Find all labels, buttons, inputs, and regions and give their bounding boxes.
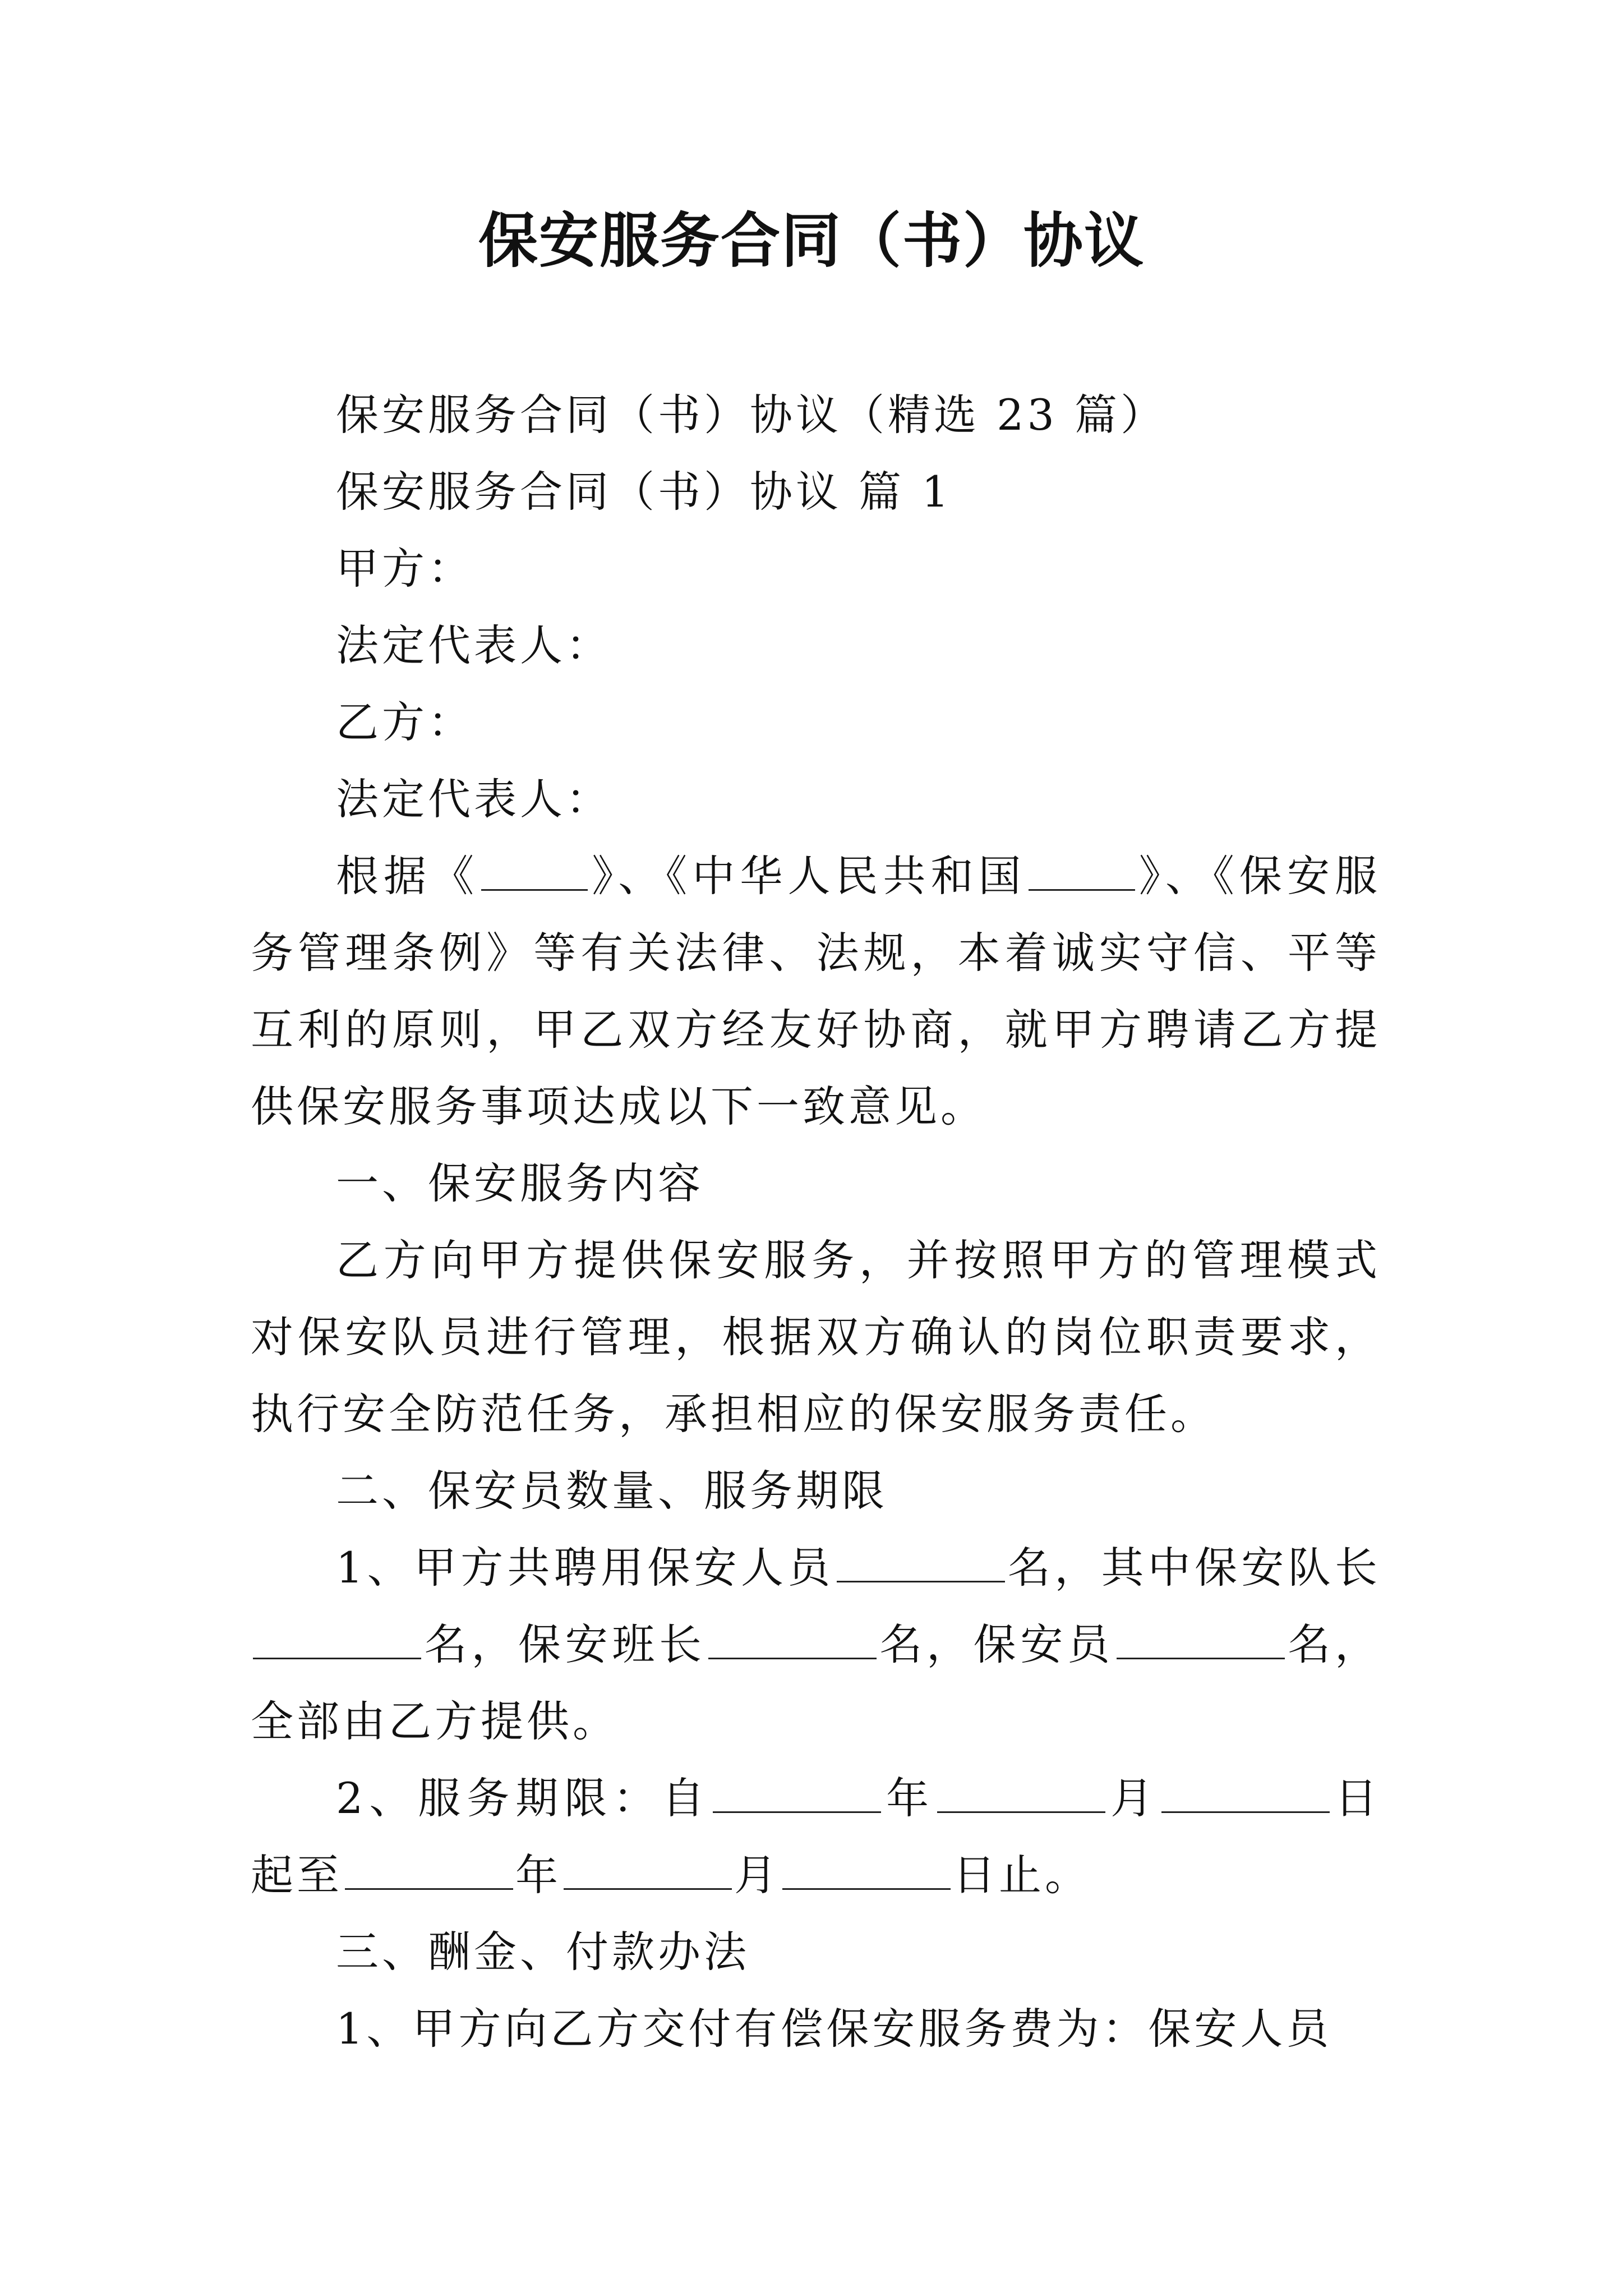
subtitle-part-1: 保安服务合同（书）协议 篇 1 bbox=[336, 467, 952, 517]
text-segment: 2、服务期限：自 bbox=[336, 1773, 711, 1823]
section-heading-2: 二、保安员数量、服务期限 bbox=[336, 1466, 888, 1516]
blank-field bbox=[937, 1777, 1105, 1813]
text-segment: 日起至 bbox=[251, 1773, 1381, 1900]
blank-field bbox=[345, 1853, 513, 1890]
text-segment: 年 bbox=[883, 1773, 935, 1823]
staff-count-paragraph bbox=[251, 1529, 1381, 1760]
text-segment: 名，保安员 bbox=[878, 1619, 1114, 1669]
blank-field bbox=[481, 854, 588, 891]
party-a-representative-line: 法定代表人： bbox=[336, 620, 612, 670]
text-segment: 年 bbox=[515, 1850, 561, 1900]
blank-field bbox=[1161, 1777, 1330, 1813]
fee-paragraph: 1、甲方向乙方交付有偿保安服务费为：保安人员 bbox=[336, 2004, 1332, 2054]
text-segment: 》、《保安服务管理条例》等有关法律、法规，本着诚实守信、平等互利的原则，甲乙双方经友好协商，就甲方聘请乙方提供保安服务事项达成以下一致意见。 bbox=[251, 851, 1381, 1131]
blank-field bbox=[782, 1853, 951, 1890]
party-b-representative-line: 法定代表人： bbox=[336, 774, 612, 824]
blank-field bbox=[1117, 1623, 1285, 1659]
party-a-line: 甲方： bbox=[336, 544, 474, 593]
blank-field bbox=[837, 1546, 1005, 1582]
text-segment: 1、甲方共聘用保安人员 bbox=[336, 1543, 834, 1593]
section-heading-1: 一、保安服务内容 bbox=[336, 1158, 704, 1208]
text-segment: 》、《中华人民共和国 bbox=[590, 851, 1026, 901]
service-period-paragraph bbox=[251, 1760, 1381, 1913]
text-segment: 名，全部由乙方提供。 bbox=[251, 1619, 1381, 1746]
text-segment: 月 bbox=[734, 1850, 780, 1900]
text-segment: 名，其中保安队长 bbox=[1007, 1543, 1381, 1593]
document-title: 保安服务合同（书）协议 bbox=[478, 206, 1145, 275]
legal-basis-paragraph bbox=[251, 838, 1381, 1145]
blank-field bbox=[713, 1777, 881, 1813]
blank-field bbox=[564, 1853, 732, 1890]
text-segment: 名，保安班长 bbox=[423, 1619, 706, 1669]
text-segment: 月 bbox=[1108, 1773, 1160, 1823]
blank-field bbox=[1029, 854, 1135, 891]
blank-field bbox=[253, 1623, 421, 1659]
service-content-paragraph: 乙方向甲方提供保安服务，并按照甲方的管理模式对保安队员进行管理，根据双方确认的岗位职责要求，执行安全防范任务，承担相应的保安服务责任。 bbox=[251, 1235, 1381, 1439]
blank-field bbox=[708, 1623, 877, 1659]
text-segment: 日止。 bbox=[953, 1850, 1091, 1900]
party-b-line: 乙方： bbox=[336, 697, 474, 747]
subtitle-collection: 保安服务合同（书）协议（精选 23 篇） bbox=[336, 390, 1167, 440]
text-segment: 根据《 bbox=[336, 851, 479, 901]
section-heading-3: 三、酬金、付款办法 bbox=[336, 1927, 750, 1977]
document-body bbox=[251, 376, 1381, 2067]
